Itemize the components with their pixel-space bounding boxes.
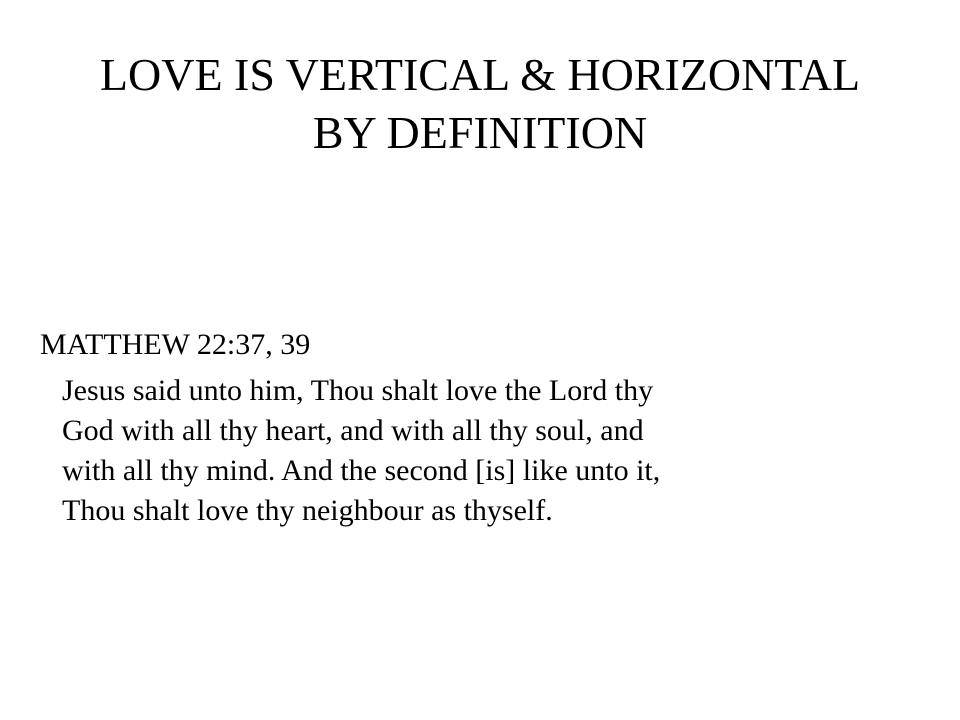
scripture-reference: MATTHEW 22:37, 39: [40, 328, 311, 361]
verse-line-2: God with all thy heart, and with all thy soul, and: [62, 414, 644, 447]
verse-line-1: Jesus said unto him, Thou shalt love the Lord thy: [62, 374, 654, 407]
slide-body: [40, 325, 940, 531]
verse-line-3: with all thy mind. And the second [is] like unto it,: [62, 454, 661, 487]
title-line-2: BY DEFINITION: [312, 107, 648, 158]
verse-line-4: Thou shalt love thy neighbour as thyself.: [62, 494, 553, 527]
slide-title: [0, 46, 960, 162]
scripture-verse: [62, 371, 932, 531]
title-line-1: LOVE IS VERTICAL & HORIZONTAL: [99, 49, 861, 100]
